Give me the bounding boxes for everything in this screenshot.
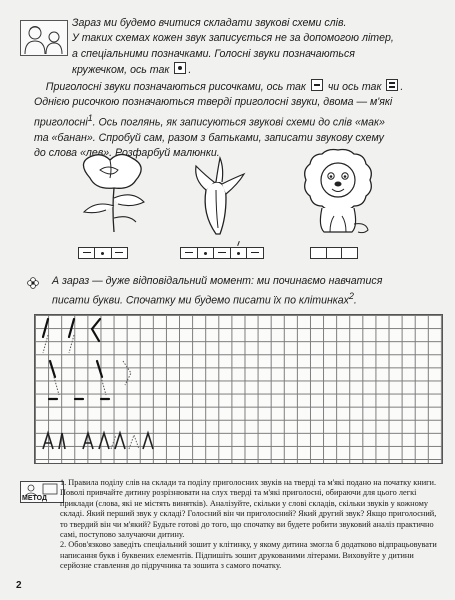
sound-scheme-mak <box>78 247 128 259</box>
scheme-cell <box>342 248 357 258</box>
task-line: А зараз — дуже відповідальний момент: ми починаємо навчатися <box>52 275 383 287</box>
scheme-cell <box>198 248 215 258</box>
scheme-cell <box>95 248 111 258</box>
method-label: МЕТОД <box>22 495 47 502</box>
parent-child-icon <box>20 20 68 56</box>
vowel-symbol-icon <box>174 62 186 74</box>
intro-line: У таких схемах кожен звук записується не за допомогою літер, <box>72 32 394 45</box>
consonants-text: Приголосні звуки позначаються рисочками, ось так <box>45 81 306 93</box>
consonants-line <box>34 111 442 131</box>
scheme-cell <box>79 248 95 258</box>
footnote-mark: 2 <box>348 291 354 302</box>
lion-illustration <box>300 146 376 236</box>
task-paragraph <box>52 274 442 309</box>
intro-line: Зараз ми будемо вчитися складати звукові схеми слів. <box>72 17 347 29</box>
scheme-cell <box>231 248 248 258</box>
flower-bullet-icon <box>27 277 39 289</box>
sound-scheme-lev-blank <box>310 247 358 259</box>
method-note <box>60 478 444 572</box>
scheme-cell <box>214 248 231 258</box>
intro-line-text: кружечком, ось так <box>72 64 170 77</box>
consonants-line: до слова «лев». Розфарбуй малюнки. <box>34 147 220 160</box>
consonants-line: Приголосні звуки позначаються рисочками, ось так чи ось так . <box>45 81 404 93</box>
scheme-cell <box>247 248 263 258</box>
task-text: . <box>353 294 357 307</box>
consonants-text: чи ось так <box>327 81 382 93</box>
sound-scheme-banan <box>180 247 264 259</box>
consonants-text: . Ось поглянь, як записуються звукові схеми до слів «мак» <box>92 116 385 129</box>
stress-mark <box>237 241 240 246</box>
banana-illustration <box>192 154 248 236</box>
writing-strokes <box>35 315 442 463</box>
hard-consonant-symbol-icon <box>311 79 323 91</box>
soft-consonant-symbol-icon <box>386 79 398 91</box>
page-number: 2 <box>16 580 22 591</box>
consonants-line: Однією рисочкою позначаються тверді приголосні звуки, двома — м'які <box>34 96 393 109</box>
footnote-mark: 1 <box>87 112 93 123</box>
task-line <box>52 289 442 309</box>
poppy-illustration <box>70 150 160 234</box>
scheme-cell <box>181 248 198 258</box>
method-paragraph: 2. Обов'язково заведіть спеціальний зошит у клітинку, у якому дитина змогла б додатково відпрацьовувати написання букв і буквених елементів. Підпишіть зошит друкованими літерами. Виховуйте у дитини серйозне ставлення до підручника та зошита з самого початку. <box>60 540 437 571</box>
writing-grid[interactable] <box>34 314 443 464</box>
method-paragraph: 1. Правила поділу слів на склади та поділу приголосних звуків на тверді та м'які подано на початку книги. Поволі привчайте дитину розрізнювати на слух тверді та м'які приголосні, обираючи для цього легкі приклади (слова, які не містять винятків). Аналізуйте, скільки у слові складів, скільки звуків у кожному складі. Який перший звук у складі? Голосний він чи приголосний? Який другий звук? Якщо приголосний, то твердий він чи м'який? Будьте готові до того, що спочатку ви будете робити звуковий аналіз практично самі, поступово залучаючи дитину. <box>60 478 437 540</box>
scheme-cell <box>327 248 343 258</box>
consonants-text: приголосні <box>34 116 88 129</box>
intro-line: кружечком, ось так . <box>72 64 192 77</box>
intro-line: а спеціальними позначками. Голосні звуки позначаються <box>72 47 355 60</box>
intro-paragraph <box>72 16 442 79</box>
scheme-cell <box>311 248 327 258</box>
scheme-cell <box>112 248 127 258</box>
consonants-line: та «банан». Спробуй сам, разом з батьками, записати звукову схему <box>34 131 384 144</box>
task-text: писати букви. Спочатку ми будемо писати їх по клітинках <box>52 294 349 307</box>
